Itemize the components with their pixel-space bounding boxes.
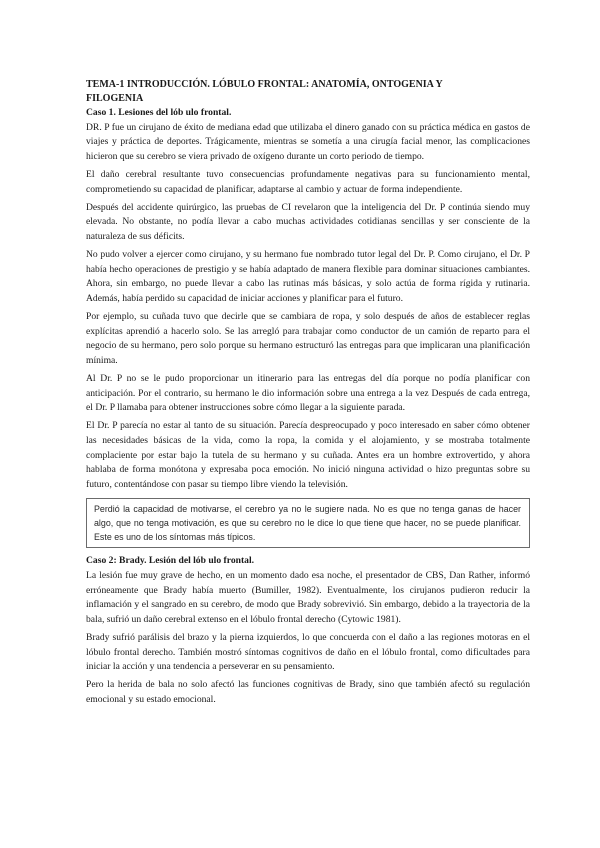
- title-line: TEMA-1 INTRODUCCIÓN. LÓBULO FRONTAL: ANATOMÍA, ONTOGENIA Y: [86, 79, 443, 90]
- quote-box: Perdió la capacidad de motivarse, el cerebro ya no le sugiere nada. No es que no tenga ganas de hacer algo, que no tenga motivación, es que su cerebro no le dice lo que tiene que hacer, no se puede planificar. Este es uno de los síntomas más típicos.: [86, 498, 530, 549]
- document-page: [86, 78, 530, 711]
- paragraph: No pudo volver a ejercer como cirujano, y su hermano fue nombrado tutor legal del Dr. P. Como cirujano, el Dr. P había hecho operaciones de prestigio y se había adaptado de manera flexible para dominar situaciones cambiantes. Ahora, sin embargo, no puede llevar a cabo las rutinas más básicas, y solo actúa de forma rígida y rutinaria. Además, había perdido su capacidad de iniciar acciones y planificar para el futuro.: [86, 248, 530, 304]
- paragraph: El daño cerebral resultante tuvo consecuencias profundamente negativas para su funcionamiento mental, comprometiendo su capacidad de planificar, adaptarse al cambio y actuar de forma independiente.: [86, 169, 530, 195]
- paragraph: Al Dr. P no se le pudo proporcionar un itinerario para las entregas del día porque no podía planificar con anticipación. Por el contrario, su hermano le dio información sobre una entrega a la vez Después de cada entrega, el Dr. P llamaba para obtener instrucciones sobre cómo llegar a la siguiente parada.: [86, 372, 530, 414]
- paragraph: El Dr. P parecía no estar al tanto de su situación. Parecía despreocupado y poco interesado en saber cómo obtener las necesidades básicas de la vida, como la ropa, la comida y el alojamiento, y se mostraba totalmente complaciente por estar bajo la tutela de su hermano y su cuñada. Antes era un hombre extrovertido, y ahora hablaba de forma monótona y expresaba poca emoción. No inició ninguna actividad o hizo preguntas sobre su futuro, contentándose con pasar su tiempo libre viendo la televisión.: [86, 420, 530, 490]
- title-line: FILOGENIA: [86, 93, 144, 104]
- paragraph: Brady sufrió parálisis del brazo y la pierna izquierdos, lo que concuerda con el daño a las regiones motoras en el lóbulo frontal derecho. También mostró síntomas cognitivos de daño en el lóbulo frontal, como dificultades para iniciar la acción y una tendencia a perseverar en su pensamiento.: [86, 632, 530, 673]
- paragraph: DR. P fue un cirujano de éxito de mediana edad que utilizaba el dinero ganado con su práctica médica en gastos de viajes y práctica de deportes. Trágicamente, mientras se sometía a una cirugía facial menor, las complicaciones hicieron que su cerebro se viera privado de oxígeno durante un corto periodo de tiempo.: [86, 121, 530, 163]
- case-1-section: [86, 106, 530, 548]
- case-1-heading: Caso 1. Lesiones del lób ulo frontal.: [86, 107, 232, 118]
- paragraph: Por ejemplo, su cuñada tuvo que decirle que se cambiara de ropa, y solo después de años de establecer reglas explícitas aprendió a hacerlo solo. Se las arregló para trabajar como conductor de un camión de reparto para el negocio de su hermano, pero solo porque su hermano estructuró las entregas para que implicaran una planificación mínima.: [86, 310, 530, 366]
- paragraph: Después del accidente quirúrgico, las pruebas de CI revelaron que la inteligencia del Dr. P continúa siendo muy elevada. No obstante, no podía llevar a cabo muchas actividades cotidianas sencillas y ser consciente de la naturaleza de sus déficits.: [86, 201, 530, 242]
- case-2-section: [86, 554, 530, 707]
- case-2-heading: Caso 2: Brady. Lesión del lób ulo frontal.: [86, 555, 255, 567]
- paragraph: Pero la herida de bala no solo afectó las funciones cognitivas de Brady, sino que también afectó su regulación emocional y su estado emocional.: [86, 679, 530, 706]
- paragraph: La lesión fue muy grave de hecho, en un momento dado esa noche, el presentador de CBS, Dan Rather, informó erróneamente que Brady había muerto (Bumiller, 1982). Eventualmente, los cirujanos pudieron reducir la inflamación y el sangrado en su cerebro, de modo que Brady sobrevivió. Sin embargo, debido a la trayectoria de la bala, sufrió un daño cerebral extenso en el lóbulo frontal derecho (Cytowic 1981).: [86, 570, 530, 626]
- document-title: [86, 78, 530, 106]
